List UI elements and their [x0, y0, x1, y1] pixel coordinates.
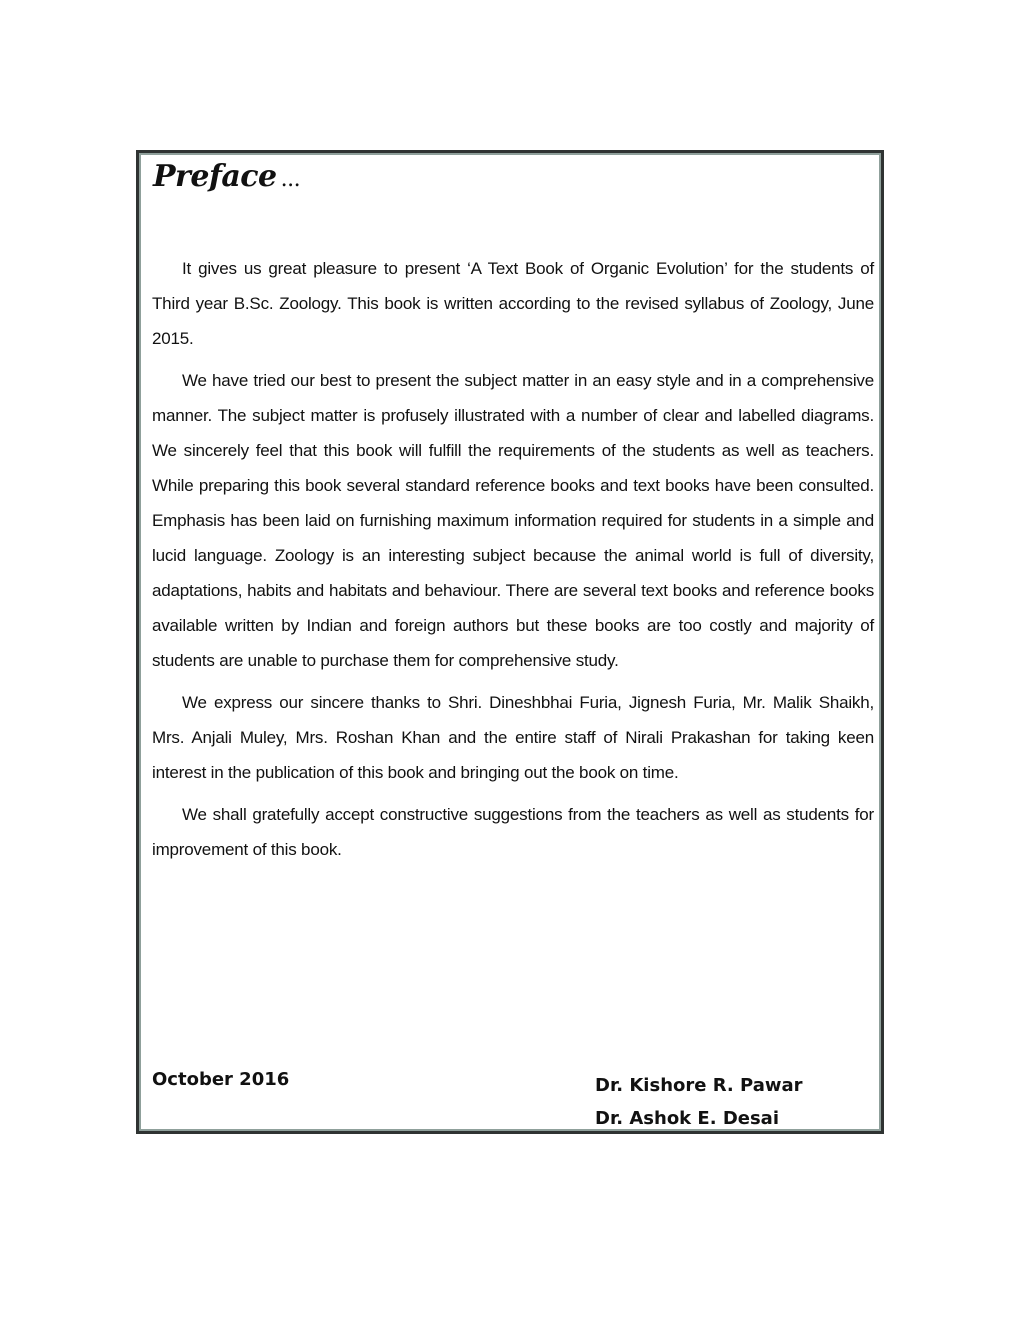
preface-body — [152, 251, 874, 874]
page-title — [153, 159, 300, 194]
paragraph-thanks: We express our sincere thanks to Shri. Dineshbhai Furia, Jignesh Furia, Mr. Malik Shaikh, Mrs. Anjali Muley, Mrs. Roshan Khan and the entire staff of Nirali Prakashan for taking keen interest in the publication of this book and bringing out the book on time. — [152, 693, 874, 782]
title-text: Preface — [153, 159, 277, 194]
author-name: Dr. Kishore R. Pawar — [595, 1075, 803, 1096]
author-signatures — [595, 1069, 803, 1135]
title-ellipsis: ... — [280, 167, 301, 192]
paragraph-intro: It gives us great pleasure to present ‘A Text Book of Organic Evolution’ for the students of Third year B.Sc. Zoology. This book is written according to the revised syllabus of Zoology, June 2015. — [152, 259, 874, 348]
preface-frame — [136, 150, 884, 1134]
paragraph-suggestions: We shall gratefully accept constructive suggestions from the teachers as well as students for improvement of this book. — [152, 805, 874, 859]
author-name: Dr. Ashok E. Desai — [595, 1108, 779, 1129]
paragraph-approach: We have tried our best to present the subject matter in an easy style and in a comprehensive manner. The subject matter is profusely illustrated with a number of clear and labelled diagrams. We sincerely feel that this book will fulfill the requirements of the students as well as teachers. While preparing this book several standard reference books and text books have been consulted. Emphasis has been laid on furnishing maximum information required for students in a simple and lucid language. Zoology is an interesting subject because the animal world is full of diversity, adaptations, habits and habitats and behaviour. There are several text books and reference books available written by Indian and foreign authors but these books are too costly and majority of students are unable to purchase them for comprehensive study. — [152, 371, 874, 670]
preface-date: October 2016 — [152, 1069, 290, 1090]
